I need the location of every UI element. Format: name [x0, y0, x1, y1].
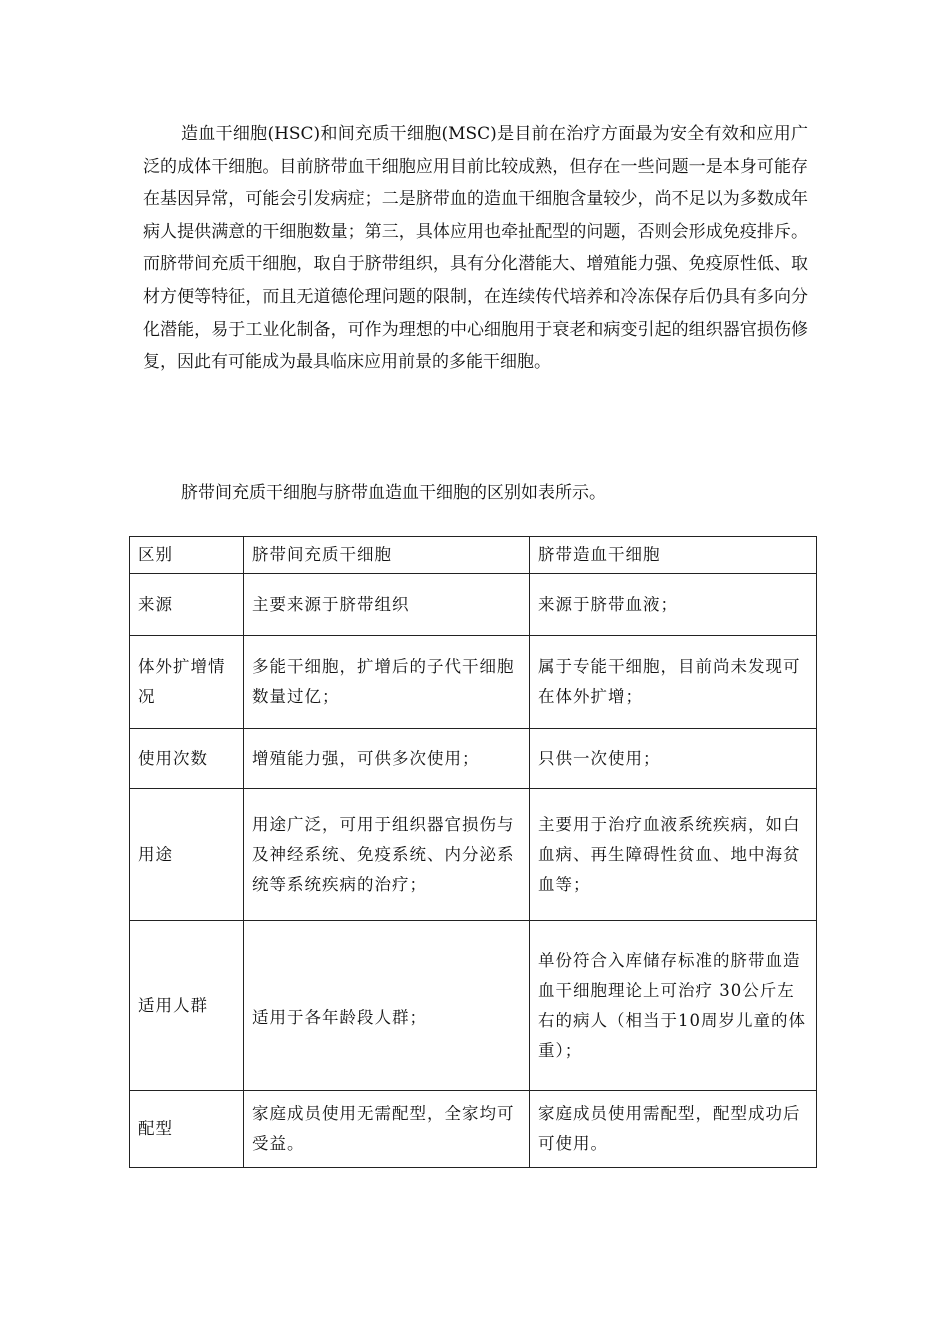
cell-msc-expansion: 多能干细胞，扩增后的子代干细胞数量过亿；	[244, 636, 530, 729]
row-label-purpose: 用途	[130, 789, 244, 921]
comparison-table	[129, 536, 817, 1168]
cell-msc-purpose: 用途广泛，可用于组织器官损伤与及神经系统、免疫系统、内分泌系统等系统疾病的治疗；	[244, 789, 530, 921]
row-label-usage-count: 使用次数	[130, 729, 244, 789]
row-label-source: 来源	[130, 574, 244, 636]
cell-hsc-source: 来源于脐带血液；	[530, 574, 817, 636]
table-caption-paragraph: 脐带间充质干细胞与脐带血造血干细胞的区别如表所示。	[181, 483, 606, 503]
cell-hsc-usage-count: 只供一次使用；	[530, 729, 817, 789]
cell-hsc-population: 单份符合入库储存标准的脐带血造血干细胞理论上可治疗 30公斤左右的病人（相当于10周岁儿童的体重）；	[530, 921, 817, 1091]
row-label-expansion: 体外扩增情况	[130, 636, 244, 729]
table-row-usage-count	[130, 729, 817, 789]
cell-msc-source: 主要来源于脐带组织	[244, 574, 530, 636]
header-cell-criterion: 区别	[130, 537, 244, 574]
table-row-matching	[130, 1091, 817, 1168]
intro-paragraph: 造血干细胞(HSC)和间充质干细胞(MSC)是目前在治疗方面最为安全有效和应用广泛的成体干细胞。目前脐带血干细胞应用目前比较成熟，但存在一些问题一是本身可能存在基因异常，可能会引发病症；二是脐带血的造血干细胞含量较少，尚不足以为多数成年病人提供满意的干细胞数量；第三，具体应用也牵扯配型的问题，否则会形成免疫排斥。而脐带间充质干细胞，取自于脐带组织，具有分化潜能大、增殖能力强、免疫原性低、取材方便等特征，而且无道德伦理问题的限制，在连续传代培养和冷冻保存后仍具有多向分化潜能，易于工业化制备，可作为理想的中心细胞用于衰老和病变引起的组织器官损伤修复，因此有可能成为最具临床应用前景的多能干细胞。	[143, 124, 808, 373]
cell-msc-matching: 家庭成员使用无需配型，全家均可受益。	[244, 1091, 530, 1168]
header-cell-msc: 脐带间充质干细胞	[244, 537, 530, 574]
cell-hsc-matching: 家庭成员使用需配型，配型成功后可使用。	[530, 1091, 817, 1168]
cell-hsc-purpose: 主要用于治疗血液系统疾病，如白血病、再生障碍性贫血、地中海贫血等；	[530, 789, 817, 921]
row-label-matching: 配型	[130, 1091, 244, 1168]
table-row-source	[130, 574, 817, 636]
cell-hsc-expansion: 属于专能干细胞，目前尚未发现可在体外扩增；	[530, 636, 817, 729]
table-row-population	[130, 921, 817, 1091]
cell-msc-population: 适用于各年龄段人群；	[244, 921, 530, 1091]
cell-msc-usage-count: 增殖能力强，可供多次使用；	[244, 729, 530, 789]
header-cell-hsc: 脐带造血干细胞	[530, 537, 817, 574]
row-label-population: 适用人群	[130, 921, 244, 1091]
table-row-expansion	[130, 636, 817, 729]
table-row-purpose	[130, 789, 817, 921]
table-header-row	[130, 537, 817, 574]
